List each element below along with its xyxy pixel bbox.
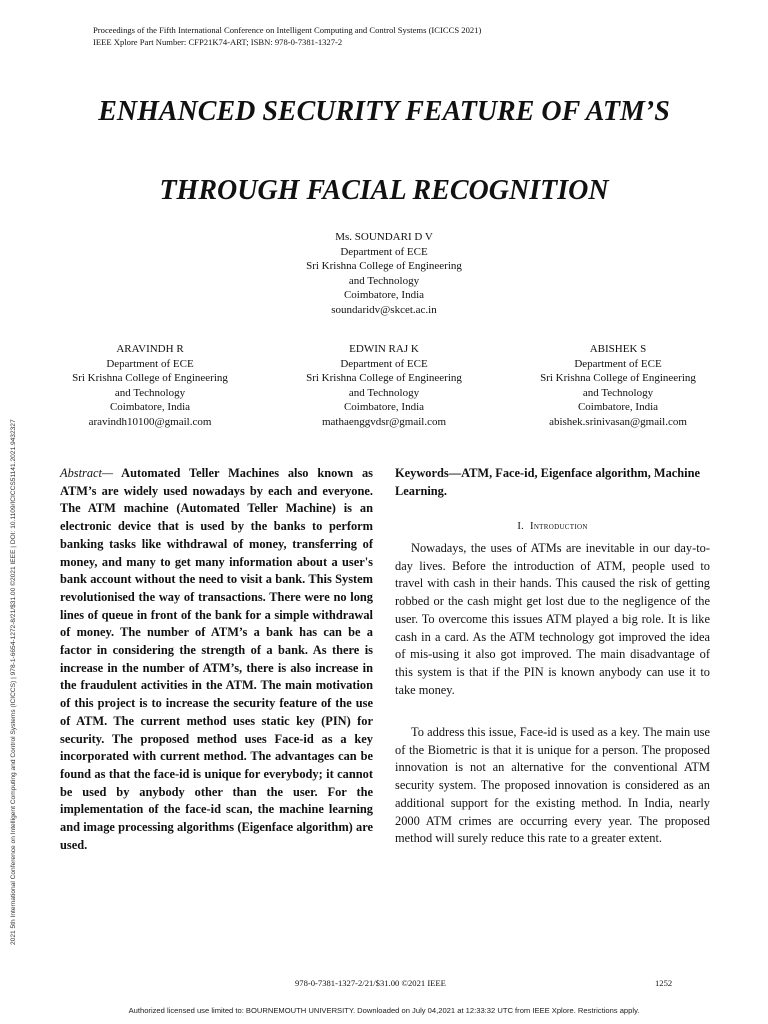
paper-title-line-1: ENHANCED SECURITY FEATURE OF ATM’S bbox=[98, 96, 670, 127]
section-number: I. bbox=[517, 521, 525, 532]
author-email: aravindh10100@gmail.com bbox=[88, 415, 212, 428]
author-city: Coimbatore, India bbox=[343, 401, 425, 413]
author-name: ARAVINDH R bbox=[116, 343, 184, 355]
author-institution: Sri Krishna College of Engineering bbox=[72, 372, 228, 384]
author-name: ABISHEK S bbox=[589, 343, 647, 355]
author-institution: Sri Krishna College of Engineering bbox=[306, 260, 462, 272]
author-name: EDWIN RAJ K bbox=[349, 343, 419, 355]
section-title: Introduction bbox=[530, 521, 588, 532]
author-institution-cont: and Technology bbox=[114, 386, 186, 399]
header-line-2: IEEE Xplore Part Number: CFP21K74-ART; ISBN: 978-0-7381-1327-2 bbox=[93, 37, 343, 47]
author-email: soundaridv@skcet.ac.in bbox=[331, 303, 437, 316]
running-header bbox=[93, 24, 481, 48]
author-city: Coimbatore, India bbox=[343, 289, 425, 301]
author-city: Coimbatore, India bbox=[577, 401, 659, 413]
intro-paragraph-1: Nowadays, the uses of ATMs are inevitable in our day-to-day lives. Before the introduction of ATM, people used to travel with cash in their hands. This caused the risk of getting robbed or the cash might get lost due to the negligence of the user. To overcome this issues ATM played a big role. It is like cash in a card. As the ATM technology got improved the idea of mis-using it also got improved. The main disadvantage of this system is that if the PIN is known anybody can use it to take money. bbox=[395, 541, 710, 697]
author-block-3 bbox=[284, 342, 484, 429]
author-institution-cont: and Technology bbox=[582, 386, 654, 399]
page-number: 1252 bbox=[655, 978, 673, 988]
abstract-text: Automated Teller Machines also known as ATM’s are widely used nowadays by each and everyone. The ATM machine (Automated Teller Machine) is an electronic device that is used by the banks to perform banking tasks like withdrawal of money, transferring of money, and many to get many information about a user's bank account without the need to visit a bank. This System revolutionised the way of transactions. There were no long lines of queue in front of the bank for a simple withdrawal of money. The number of ATM’s a bank has can be a factor in considering the strength of a bank. As there is increase in the number of ATM’s, there is also increase in the fraudulent activities in the ATM. The main motivation of this project is to increase the security feature of the use of ATM. The current method uses static key (PIN) for security. The proposed method uses Face-id as a key incorporated with current method. The advantages can be found as that the face-id is unique for everybody; it cannot be used by anybody other than the user. For the implementation of the face-id scan, the machine learning and image processing algorithms (Eigenface algorithm) are used. bbox=[60, 466, 374, 852]
header-line-1: Proceedings of the Fifth International Conference on Intelligent Computing and Control Systems (ICICCS 2021) bbox=[93, 25, 482, 35]
author-block-4 bbox=[518, 342, 718, 429]
author-city: Coimbatore, India bbox=[109, 401, 191, 413]
author-institution-cont: and Technology bbox=[348, 274, 420, 287]
abstract-label: Abstract— bbox=[60, 466, 114, 480]
author-name: Ms. SOUNDARI D V bbox=[335, 231, 433, 243]
author-institution: Sri Krishna College of Engineering bbox=[306, 372, 462, 384]
license-notice: Authorized licensed use limited to: BOURNEMOUTH UNIVERSITY. Downloaded on July 04,2021 at 12:33:32 UTC from IEEE Xplore. Restrictions apply. bbox=[128, 1006, 640, 1015]
author-institution: Sri Krishna College of Engineering bbox=[540, 372, 696, 384]
section-heading bbox=[395, 521, 710, 532]
author-institution-cont: and Technology bbox=[348, 386, 420, 399]
keywords: Keywords—ATM, Face-id, Eigenface algorithm, Machine Learning. bbox=[395, 466, 701, 498]
author-block-2 bbox=[50, 342, 250, 429]
author-dept: Department of ECE bbox=[106, 357, 194, 370]
author-dept: Department of ECE bbox=[340, 245, 428, 258]
author-email: mathaenggvdsr@gmail.com bbox=[321, 415, 447, 428]
paper-title-line-2: THROUGH FACIAL RECOGNITION bbox=[159, 175, 609, 206]
footer-copyright: 978-0-7381-1327-2/21/$31.00 ©2021 IEEE bbox=[295, 978, 446, 988]
sidebar-doi-text: 2021 5th International Conference on Intelligent Computing and Control Systems (ICICCS) | 978-1-6654-1272-8/21/$31.00 ©2021 IEEE | DOI: 10.1109/ICICCS51141.2021.9432327 bbox=[10, 419, 17, 945]
author-email: abishek.srinivasan@gmail.com bbox=[549, 415, 687, 428]
abstract bbox=[60, 465, 373, 854]
author-block-1 bbox=[284, 230, 484, 317]
intro-paragraph-2: To address this issue, Face-id is used as a key. The main use of the Biometric is that it is unique for a person. The proposed innovation is not an alternative for the conventional ATM security system. The proposed innovation is considered as an additional support for the existing method. In India, nearly 2000 ATM crimes are occurring every year. The proposed method will surely reduce this rate to a greater extent. bbox=[395, 725, 710, 846]
author-dept: Department of ECE bbox=[340, 357, 428, 370]
author-dept: Department of ECE bbox=[574, 357, 662, 370]
